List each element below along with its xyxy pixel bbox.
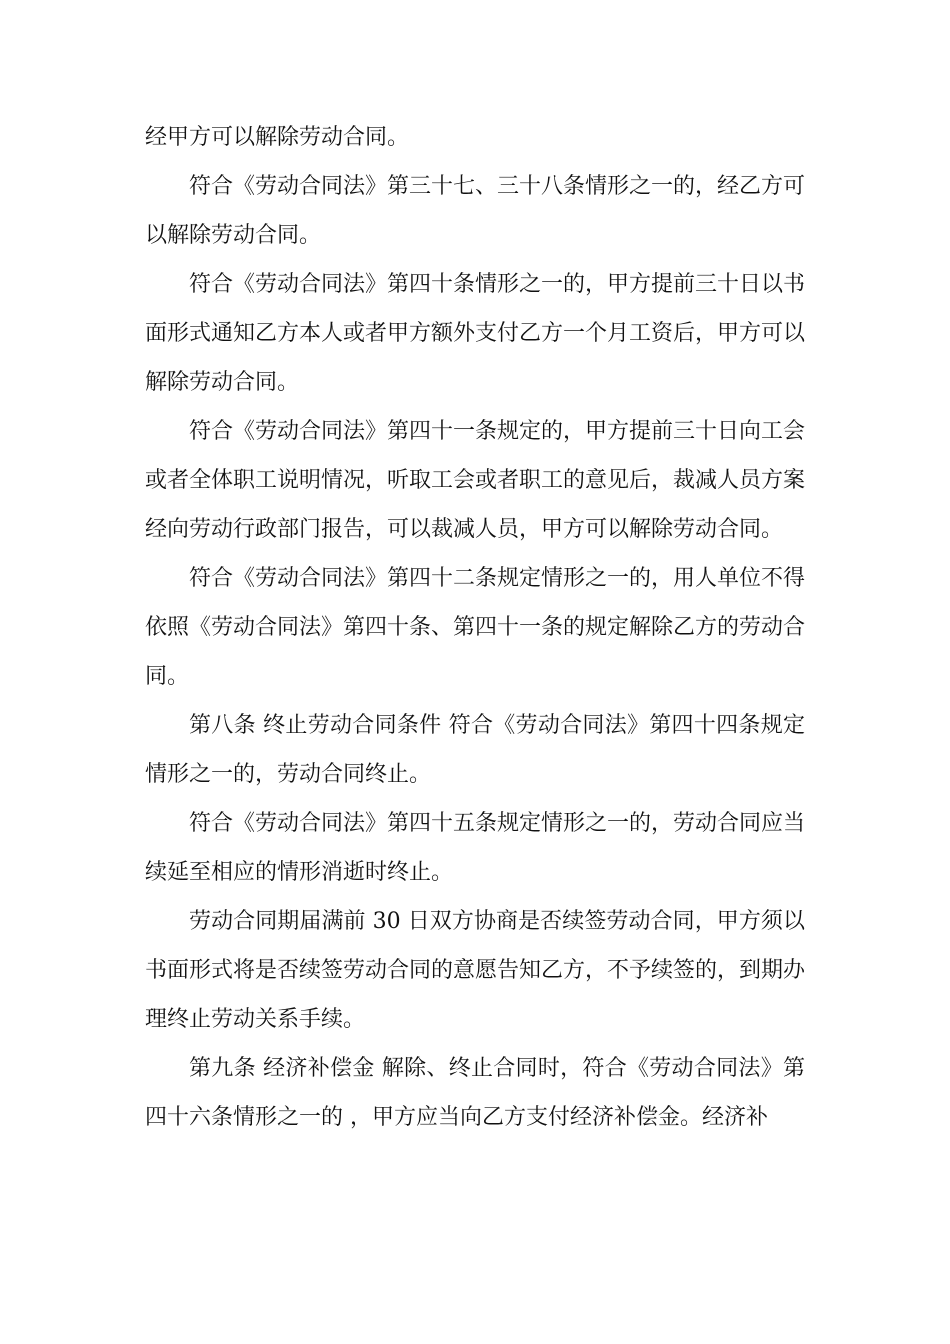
- paragraph-layoffs: 符合《劳动合同法》第四十一条规定的，甲方提前三十日向工会或者全体职工说明情况，听取工会或者职工的意见后，裁减人员方案经向劳动行政部门报告，可以裁减人员，甲方可以解除劳动合同。: [145, 419, 806, 542]
- paragraph-termination-by-employee: 符合《劳动合同法》第三十七、三十八条情形之一的，经乙方可以解除劳动合同。: [145, 174, 806, 248]
- paragraph-article-9: 第九条 经济补偿金 解除、终止合同时，符合《劳动合同法》第四十六条情形之一的 ，甲方应当向乙方支付经济补偿金。经济补: [145, 1056, 805, 1130]
- paragraph-restrictions: 符合《劳动合同法》第四十二条规定情形之一的，用人单位不得依照《劳动合同法》第四十条、第四十一条的规定解除乙方的劳动合同。: [145, 566, 806, 689]
- paragraph-article-8: 第八条 终止劳动合同条件 符合《劳动合同法》第四十四条规定情形之一的，劳动合同终止。: [145, 713, 805, 787]
- paragraph-renewal: 劳动合同期届满前 30 日双方协商是否续签劳动合同，甲方须以书面形式将是否续签劳动合同的意愿告知乙方，不予续签的，到期办理终止劳动关系手续。: [145, 909, 806, 1032]
- paragraph-termination-with-notice: 符合《劳动合同法》第四十条情形之一的，甲方提前三十日以书面形式通知乙方本人或者甲方额外支付乙方一个月工资后，甲方可以解除劳动合同。: [145, 272, 806, 395]
- paragraph-continuation: 经甲方可以解除劳动合同。: [145, 125, 410, 150]
- document-body: [145, 113, 805, 1142]
- paragraph-extension: 符合《劳动合同法》第四十五条规定情形之一的，劳动合同应当续延至相应的情形消逝时终止。: [145, 811, 806, 885]
